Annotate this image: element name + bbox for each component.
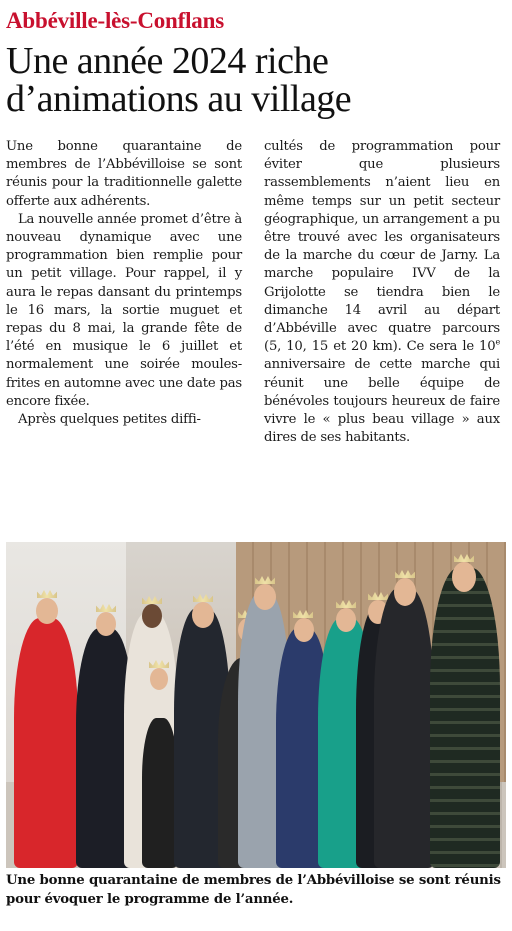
person-head [452, 562, 476, 592]
superscript: e [495, 337, 500, 347]
person-head [150, 668, 168, 690]
person-head [142, 604, 162, 628]
paragraph: La nouvelle année promet d’être à nouveau dynamique avec une programmation bien remplie pour un petit village. Pour rappel, il y aura le repas dansant du printemps le 16 mars, la sortie muguet et repas du 8 mai, la grande fête de l’été en musique le 6 juillet et normalement une soirée moules-frites en automne avec une date pas encore fixée. [6, 211, 242, 409]
person [14, 618, 78, 868]
article-column-1 [6, 138, 242, 429]
group-photo [6, 542, 506, 868]
person-head [336, 608, 356, 632]
person-head [294, 618, 314, 642]
paragraph: Une bonne quarantaine de membres de l’Abbévilloise se sont réunis pour la traditionnelle galette offerte aux adhérents. [6, 139, 242, 209]
person-head [254, 584, 276, 610]
article-headline: Une année 2024 riche d’animations au village [6, 40, 352, 120]
crown-icon [142, 596, 162, 604]
crown-icon [193, 594, 213, 602]
person-head [192, 602, 214, 628]
person [430, 568, 500, 868]
person-head [36, 598, 58, 624]
person [374, 588, 434, 868]
paragraph [264, 138, 500, 447]
paragraph: Après quelques petites diffi- [18, 412, 201, 428]
person-head [394, 578, 416, 606]
person-head [96, 612, 116, 636]
photo-caption: Une bonne quarantaine de membres de l’Abbévilloise se sont réunis pour évoquer le programme de l’année. [6, 873, 501, 907]
article-kicker: Abbéville-lès-Conflans [6, 8, 224, 33]
text-run: cultés de programmation pour éviter que plusieurs rassemblements n’aient lieu en même temps sur un petit secteur géographique, un arrangement a pu être trouvé avec les organisateurs de la marche du cœur de Jarny. La marche populaire IVV de la Grijolotte se tiendra bien le dimanche 14 avril au départ d’Abbéville avec quatre parcours (5, 10, 15 et 20 km). Ce sera le 10 [264, 139, 501, 355]
article-column-2 [264, 138, 500, 447]
person [142, 718, 178, 868]
text-run: anniversaire de cette marche qui réunit une belle équipe de bénévoles toujours heureux de faire vivre le « plus beau village » aux dires de ses habitants. [264, 357, 500, 446]
